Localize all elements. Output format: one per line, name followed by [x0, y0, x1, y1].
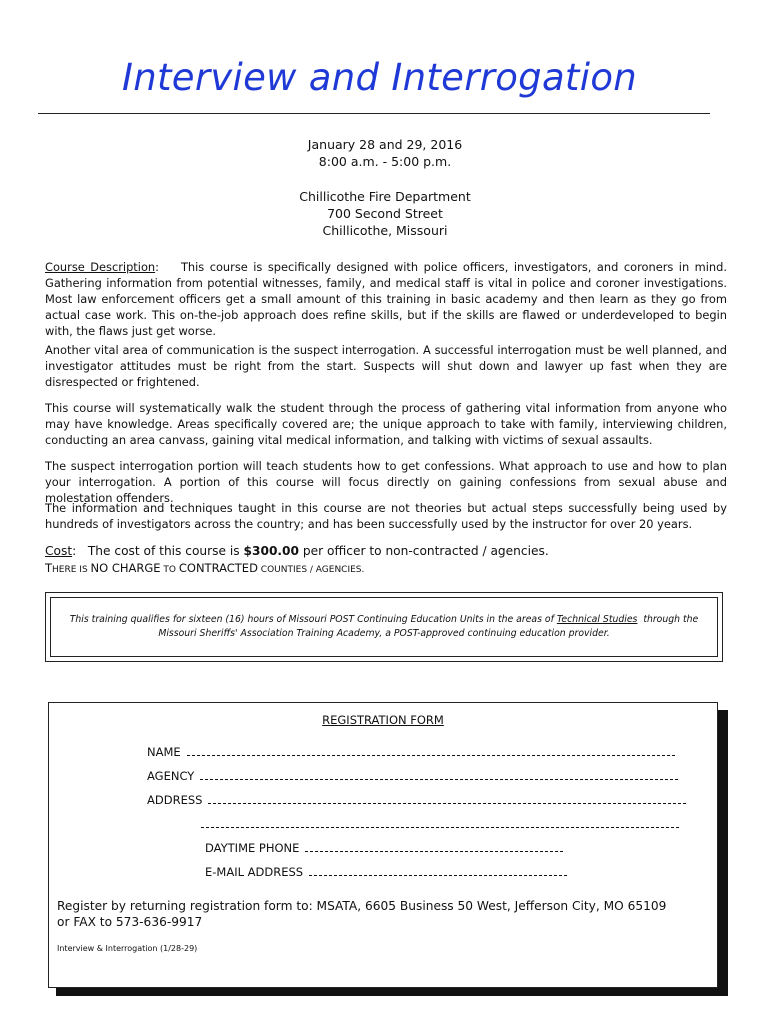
qualification-after: through the Missouri Sheriffs' Association Training Academy, a POST-approved continuing education provider. — [158, 614, 702, 639]
email-label: E-MAIL ADDRESS — [205, 865, 304, 879]
course-times: 8:00 a.m. - 5:00 p.m. — [318, 154, 452, 169]
contract-t3: TO — [160, 565, 179, 575]
phone-label: DAYTIME PHONE — [205, 841, 300, 855]
qualification-area: Technical Studies — [556, 614, 638, 625]
qualification-inner-border — [50, 597, 718, 657]
cost-label: Cost — [45, 544, 73, 558]
paragraph-confessions: The suspect interrogation portion will teach students how to get confessions. What approach to use and how to plan your interrogation. A portion of this course will focus directly on gaining confessions from sexual abuse and molestation offenders. — [45, 459, 727, 505]
course-description-label: Course Description — [45, 260, 156, 274]
phone-blank-line[interactable] — [305, 851, 563, 852]
address-blank-line[interactable] — [208, 803, 686, 804]
contracted-notice — [45, 560, 364, 578]
name-field[interactable] — [147, 745, 675, 759]
contract-t1: T — [45, 561, 53, 575]
location-street: 700 Second Street — [327, 206, 443, 221]
qualification-box — [45, 592, 723, 662]
registration-title: REGISTRATION FORM — [322, 713, 444, 727]
register-instructions — [57, 898, 666, 930]
cost-amount: $300.00 — [243, 544, 300, 558]
location-block — [0, 188, 770, 239]
course-description-colon: : — [155, 260, 159, 274]
name-blank-line[interactable] — [187, 755, 675, 756]
qualification-text — [64, 613, 704, 641]
agency-field[interactable] — [147, 769, 678, 783]
address-blank-line-2[interactable] — [201, 827, 679, 828]
location-name: Chillicothe Fire Department — [299, 189, 471, 204]
paragraph-interrogation: Another vital area of communication is the suspect interrogation. A successful interrogation must be well planned, and investigator attitudes must be right from the start. Suspects will shut down and lawyer up fast when they are disrespected or frightened. — [45, 343, 727, 389]
course-description-text: This course is specifically designed with police officers, investigators, and coroners in mind. Gathering information from potential witnesses, family, and medical staff is vital in police and coroner investigations. Most law enforcement officers get a small amount of this training in basic academy and then learn as they go from actual case work. This on-the-job approach does refine skills, but if the skills are flawed or underdeveloped to begin with, the flaws just get worse. — [45, 260, 728, 338]
agency-blank-line[interactable] — [200, 779, 678, 780]
phone-field[interactable] — [205, 841, 563, 855]
name-label: NAME — [147, 745, 181, 759]
agency-label: AGENCY — [147, 769, 195, 783]
contract-t4: COUNTIES / AGENCIES. — [257, 565, 365, 575]
email-blank-line[interactable] — [309, 875, 567, 876]
register-line-1: Register by returning registration form to: MSATA, 6605 Business 50 West, Jefferson City, MO 65109 — [57, 899, 667, 913]
qualification-before: This training qualifies for sixteen (16) hours of Missouri POST Continuing Education Units in the areas of — [69, 614, 557, 625]
contracted: CONTRACTED — [178, 561, 258, 575]
cost-line — [45, 543, 549, 560]
paragraph-techniques: The information and techniques taught in this course are not theories but actual steps successfully being used by hundreds of investigators across the country; and has been successfully used by the instructor for over 20 years. — [45, 501, 727, 531]
page-title: Interview and Interrogation — [122, 56, 638, 99]
paragraph-course-walkthrough: This course will systematically walk the student through the process of gathering vital information from anyone who may have knowledge. Areas specifically covered are; the unique approach to take with family, interviewing children, conducting an area canvass, gaining vital medical information, and talking with victims of sexual assaults. — [45, 401, 727, 447]
contract-t2: HERE IS — [52, 565, 91, 575]
course-description — [45, 259, 727, 339]
address-label: ADDRESS — [147, 793, 203, 807]
email-field[interactable] — [205, 865, 567, 879]
title-divider — [38, 113, 710, 114]
register-line-2: or FAX to 573-636-9917 — [57, 915, 203, 929]
no-charge: NO CHARGE — [90, 561, 161, 575]
date-time-block — [0, 136, 770, 170]
cost-text-after: per officer to non-contracted / agencies. — [299, 544, 549, 558]
registration-form — [48, 702, 718, 988]
location-city: Chillicothe, Missouri — [322, 223, 448, 238]
address-line-2-field[interactable] — [197, 817, 679, 831]
course-dates: January 28 and 29, 2016 — [307, 137, 463, 152]
cost-text-before: : The cost of this course is — [72, 544, 244, 558]
form-footer: Interview & Interrogation (1/28-29) — [57, 944, 198, 953]
address-field[interactable] — [147, 793, 686, 807]
